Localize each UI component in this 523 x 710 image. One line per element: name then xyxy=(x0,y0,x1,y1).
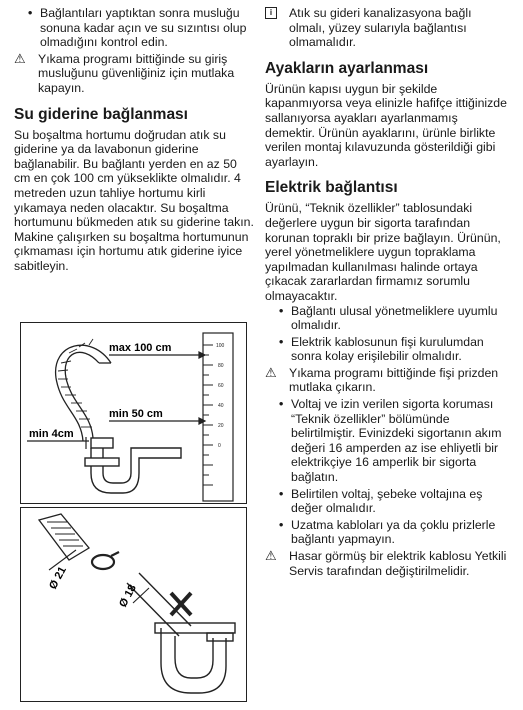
svg-text:80: 80 xyxy=(218,363,224,369)
info-icon: i xyxy=(265,7,277,19)
svg-text:100: 100 xyxy=(216,343,225,349)
electric-heading: Elektrik bağlantısı xyxy=(265,179,398,197)
right-column xyxy=(265,6,511,580)
list-item-text: Belirtilen voltaj, şebeke voltajına eş değer olmalıdır. xyxy=(291,486,483,516)
diameter-21-label: Ø 21 xyxy=(47,564,69,592)
tap-check-bullet xyxy=(14,6,254,50)
drain-info-text: Atık su gideri kanalizasyona bağlı olmalı, yüzey sularıyla bağlantısı olmamalıdır. xyxy=(289,6,472,50)
max-height-label: max 100 cm xyxy=(109,342,172,354)
drain-hose-illustration xyxy=(56,339,111,441)
hose-clamp-illustration xyxy=(92,552,119,569)
drain-info-note xyxy=(265,6,511,50)
siphon-illustration xyxy=(85,438,181,493)
list-item-text: Elektrik kablosunun fişi kurulumdan sonra kolay erişilebilir olmalıdır. xyxy=(291,334,484,364)
cable-warning xyxy=(265,549,511,578)
left-column xyxy=(14,6,254,274)
list-item xyxy=(265,487,511,516)
drain-diameter-figure xyxy=(20,507,247,702)
warning-icon: ⚠ xyxy=(265,548,277,563)
warning-icon: ⚠ xyxy=(14,50,26,66)
svg-text:60: 60 xyxy=(218,383,224,389)
list-item-text: Uzatma kabloları ya da çoklu prizlerle bağlantı yapmayın. xyxy=(291,517,496,547)
ruler-illustration xyxy=(203,333,233,501)
diameter-18-label: Ø 18 xyxy=(117,582,139,610)
list-item xyxy=(265,397,511,485)
unplug-warning xyxy=(265,366,511,395)
list-item-text: Bağlantı ulusal yönetmeliklere uyumlu olmalıdır. xyxy=(291,303,498,333)
tap-check-text: Bağlantıları yaptıktan sonra musluğu sonuna kadar açın ve su sızıntısı olup olmadığını kontrol edin. xyxy=(40,6,247,50)
min-insert-label: min 4cm xyxy=(29,428,74,440)
list-item-text: Voltaj ve izin verilen sigorta koruması “Teknik özellikler” bölümünde belirtilmiştir. Evinizdeki sigortanın akım değeri 16 amperden az ise ehliyetli bir elektrikçiye 16 amperlik bir sigorta bağlatın. xyxy=(291,397,502,485)
svg-text:20: 20 xyxy=(218,423,224,429)
svg-text:0: 0 xyxy=(218,443,221,449)
siphon-pipe-illustration xyxy=(127,573,235,693)
feet-heading: Ayakların ayarlanması xyxy=(265,59,429,77)
min-height-label: min 50 cm xyxy=(109,408,163,420)
drain-heading: Su giderine bağlanması xyxy=(14,105,188,123)
cable-warning-text: Hasar görmüş bir elektrik kablosu Yetkili Servis tarafından değiştirilmelidir. xyxy=(289,549,507,578)
list-item xyxy=(265,335,511,364)
hose-end-illustration xyxy=(39,514,89,560)
drain-height-figure xyxy=(20,322,247,504)
feet-paragraph: Ürünün kapısı uygun bir şekilde kapanmıyorsa veya elinizle hafifçe ittiğinizde sallanıyorsa ayakları ayarlanmamış demektir. Ürünün ayaklarını, ürünle birlikte verilen montaj kılavuzunda gösterildiği gibi ayarlayın. xyxy=(265,81,507,169)
electric-paragraph: Ürünü, “Teknik özellikler” tablosundaki değerlere uygun bir sigorta tarafından korunan topraklı bir prize bağlayın. Ürünün, yerel yönetmeliklere uygun topraklama yapılmadan kullanılması halinde ortaya çıkacak zararlardan firmamız sorumlu olmayacaktır. xyxy=(265,201,501,303)
cross-mark-icon xyxy=(171,593,191,615)
drain-paragraph: Su boşaltma hortumu doğrudan atık su giderine ya da lavabonun giderine bağlanabilir. Bu bağlantı yerden en az 50 cm en çok 100 cm yükseklikte olmalıdır. 4 metreden uzun tahliye hortumu kirli yıkamaya neden olacaktır. Su boşaltma hortumunu bükmeden atık su giderine takın. Makine çalışırken su boşaltma hortumunun çıkmaması için hortumu atık giderine iyice sabitleyin. xyxy=(14,127,254,273)
tap-warning-text: Yıkama programı bittiğinde su giriş musluğunu güvenliğiniz için mutlaka kapayın. xyxy=(38,51,235,95)
unplug-warning-text: Yıkama programı bittiğinde fişi prizden mutlaka çıkarın. xyxy=(289,365,499,395)
list-item xyxy=(265,304,511,333)
warning-icon: ⚠ xyxy=(265,364,277,380)
list-item xyxy=(265,518,511,547)
tap-warning xyxy=(14,52,254,96)
svg-text:40: 40 xyxy=(218,403,224,409)
